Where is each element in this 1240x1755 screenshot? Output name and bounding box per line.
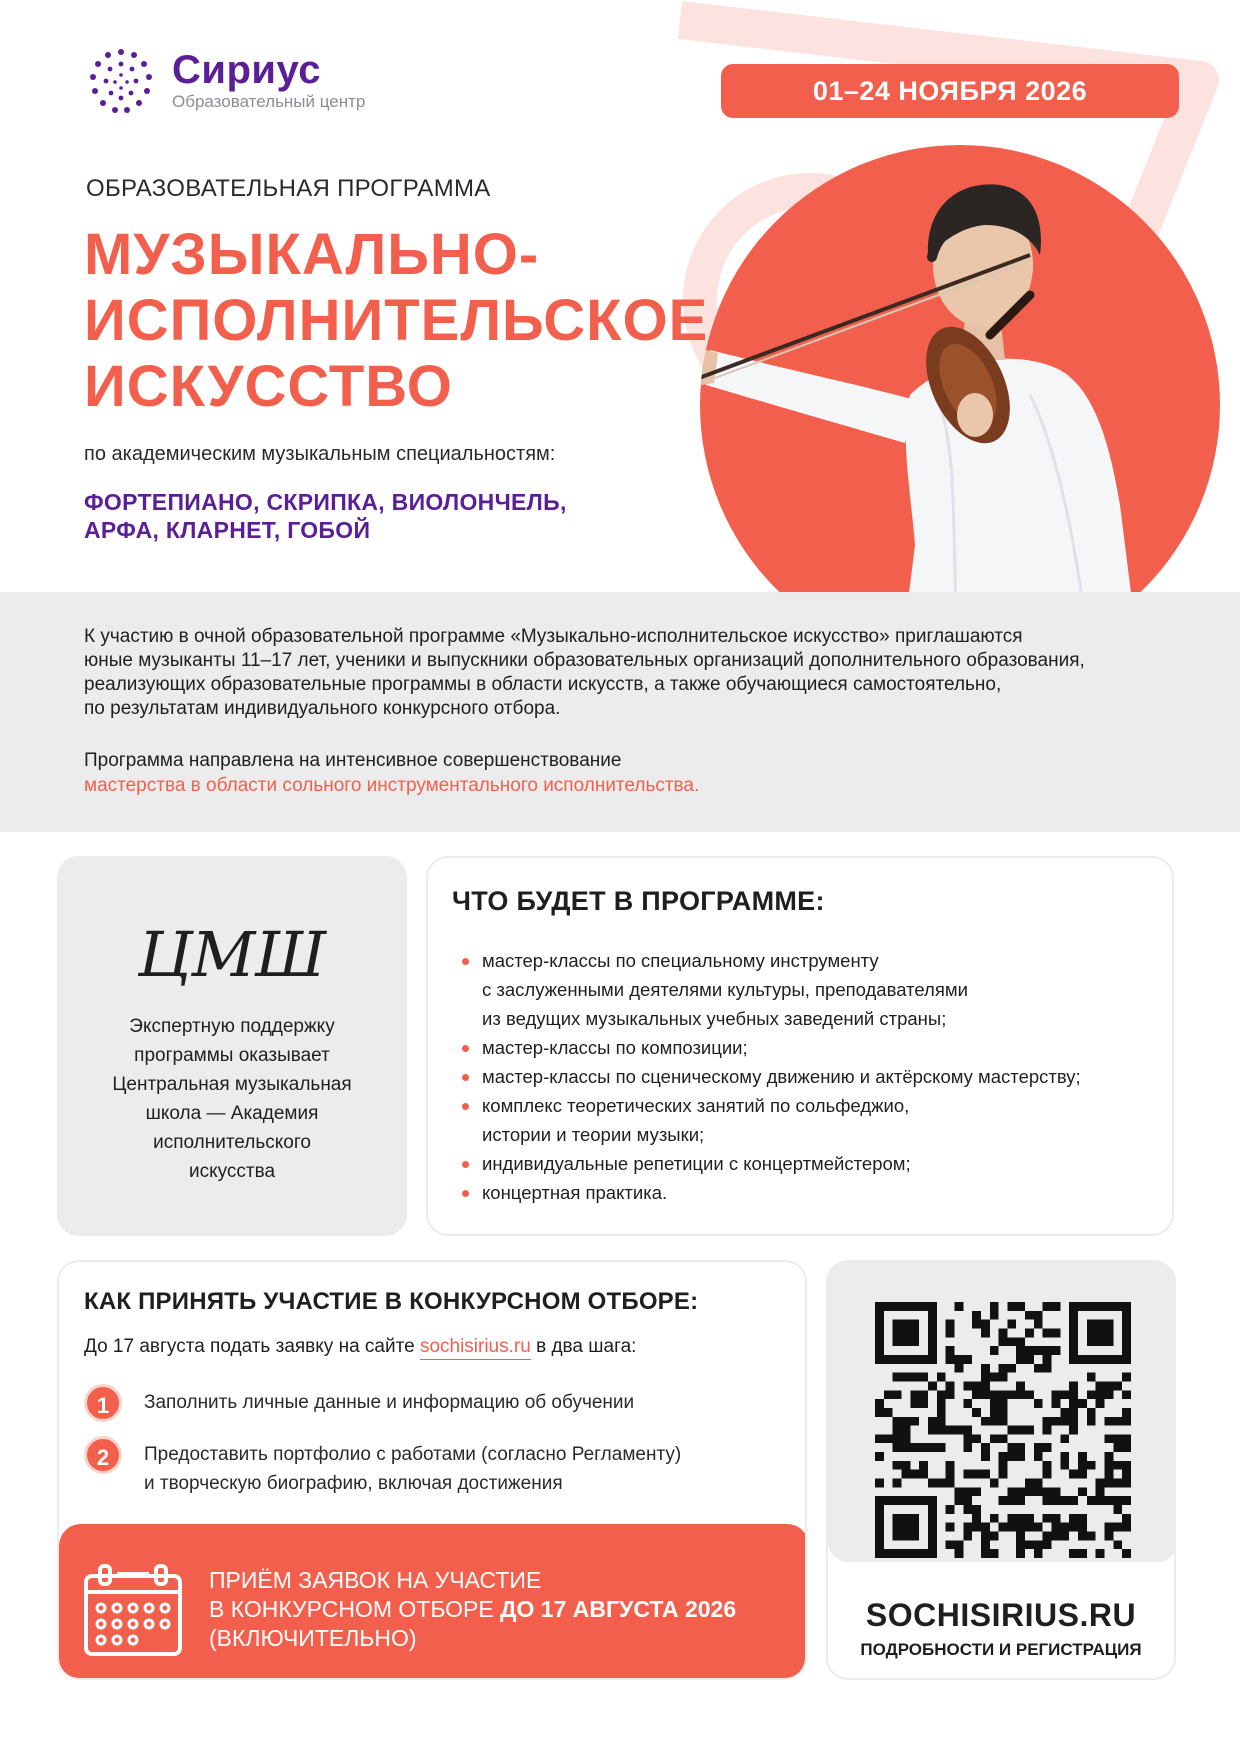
cmsh-logo-text: ЦМШ — [137, 918, 327, 991]
list-item — [462, 1062, 1162, 1091]
how-to-lead-text: До 17 августа подать заявку на сайте — [84, 1336, 415, 1357]
how-to-card — [57, 1260, 807, 1680]
how-to-heading: КАК ПРИНЯТЬ УЧАСТИЕ В КОНКУРСНОМ ОТБОРЕ: — [84, 1288, 699, 1315]
intro-line: реализующих образовательные программы в области искусств, а также обучающиеся самостоятельно, — [84, 674, 1002, 695]
program-title — [84, 222, 724, 420]
step-line: Заполнить личные данные и информацию об обучении — [144, 1392, 635, 1413]
specialties-line: ФОРТЕПИАНО, СКРИПКА, ВИОЛОНЧЕЛЬ, — [84, 489, 567, 515]
deadline-text — [209, 1566, 736, 1653]
step-text — [144, 1384, 634, 1417]
expert-line: Центральная музыкальная — [112, 1074, 352, 1095]
intro-focus-line: Программа направлена на интенсивное совершенствование — [84, 750, 622, 771]
program-content-list — [462, 946, 1162, 1207]
expert-card — [57, 856, 407, 1236]
qr-site[interactable]: SOCHISIRIUS.RU — [865, 1597, 1137, 1633]
list-item-line: с заслуженными деятелями культуры, преподавателями — [482, 979, 968, 1000]
program-kicker: ОБРАЗОВАТЕЛЬНАЯ ПРОГРАММА — [86, 175, 491, 202]
list-item — [462, 1033, 1162, 1062]
dates-badge: 01–24 НОЯБРЯ 2026 — [721, 64, 1179, 118]
intro-line: по результатам индивидуального конкурсного отбора. — [84, 698, 561, 719]
deadline-date: ДО 17 АВГУСТА 2026 — [500, 1596, 737, 1622]
list-item — [462, 946, 1162, 1033]
deadline-line — [209, 1595, 736, 1624]
program-title-line: МУЗЫКАЛЬНО- — [84, 222, 540, 287]
qr-caption: ПОДРОБНОСТИ И РЕГИСТРАЦИЯ — [860, 1640, 1142, 1659]
qr-card[interactable] — [826, 1260, 1176, 1680]
list-item-line: мастер-классы по специальному инструменту — [482, 950, 879, 971]
intro-line: К участию в очной образовательной программе «Музыкально-исполнительское искусство» приглашаются — [84, 626, 1023, 647]
how-to-lead-text: в два шага: — [536, 1336, 637, 1357]
step-2 — [84, 1436, 681, 1498]
program-content-heading: ЧТО БУДЕТ В ПРОГРАММЕ: — [452, 886, 825, 916]
list-item-line: из ведущих музыкальных учебных заведений страны; — [482, 1008, 947, 1029]
specialties-line: АРФА, КЛАРНЕТ, ГОБОЙ — [84, 517, 371, 543]
deadline-line: ПРИЁМ ЗАЯВОК НА УЧАСТИЕ — [209, 1567, 542, 1593]
specialties-list — [84, 488, 567, 544]
list-item — [462, 1149, 1162, 1178]
program-content-card — [426, 856, 1174, 1236]
list-item — [462, 1178, 1162, 1207]
expert-line: Экспертную поддержку — [129, 1016, 335, 1037]
expert-line: школа — Академия — [145, 1103, 319, 1124]
program-title-line: ИСПОЛНИТЕЛЬСКОЕ — [84, 288, 709, 353]
intro-paragraph — [84, 625, 1184, 721]
deadline-banner — [59, 1524, 807, 1680]
sirius-logo-icon — [84, 44, 158, 118]
cmsh-logo — [107, 918, 357, 998]
list-item-line: мастер-классы по сценическому движению и актёрскому мастерству; — [482, 1066, 1081, 1087]
calendar-icon — [83, 1564, 183, 1658]
list-item-line: комплекс теоретических занятий по сольфеджио, — [482, 1095, 910, 1116]
expert-line: искусства — [188, 1161, 276, 1182]
step-1 — [84, 1384, 634, 1422]
specialties-intro: по академическим музыкальным специальностям: — [84, 443, 556, 465]
step-line: и творческую биографию, включая достижения — [144, 1473, 563, 1494]
intro-line: юные музыканты 11–17 лет, ученики и выпускники образовательных организаций дополнительного образования, — [84, 650, 1085, 671]
step-number-badge: 1 — [84, 1384, 122, 1422]
expert-line: программы оказывает — [134, 1045, 330, 1066]
intro-section — [0, 592, 1240, 832]
step-number-badge: 2 — [84, 1436, 122, 1474]
brand-subtitle: Образовательный центр — [172, 92, 366, 111]
deadline-line: (ВКЛЮЧИТЕЛЬНО) — [209, 1625, 417, 1651]
step-line: Предоставить портфолио с работами (согласно Регламенту) — [144, 1444, 682, 1465]
step-text — [144, 1436, 681, 1498]
brand-logo[interactable] — [84, 44, 365, 118]
list-item-line: концертная практика. — [482, 1182, 668, 1203]
intro-focus-highlight: мастерства в области сольного инструментального исполнительства. — [84, 775, 700, 796]
list-item — [462, 1091, 1162, 1149]
how-to-lead — [84, 1336, 636, 1358]
list-item-line: индивидуальные репетиции с концертмейстером; — [482, 1153, 911, 1174]
violinist-photo — [700, 145, 1220, 665]
list-item-line: истории и теории музыки; — [482, 1124, 705, 1145]
site-link[interactable]: sochisirius.ru — [420, 1336, 531, 1360]
qr-code-icon[interactable] — [875, 1302, 1131, 1558]
expert-line: исполнительского — [153, 1132, 311, 1153]
brand-name: Сириус — [172, 48, 321, 92]
list-item-line: мастер-классы по композиции; — [482, 1037, 748, 1058]
program-title-line: ИСКУССТВО — [84, 354, 453, 419]
qr-panel — [828, 1262, 1176, 1562]
expert-text — [77, 1012, 387, 1186]
intro-focus — [84, 748, 699, 798]
deadline-line-plain: В КОНКУРСНОМ ОТБОРЕ — [209, 1596, 494, 1622]
